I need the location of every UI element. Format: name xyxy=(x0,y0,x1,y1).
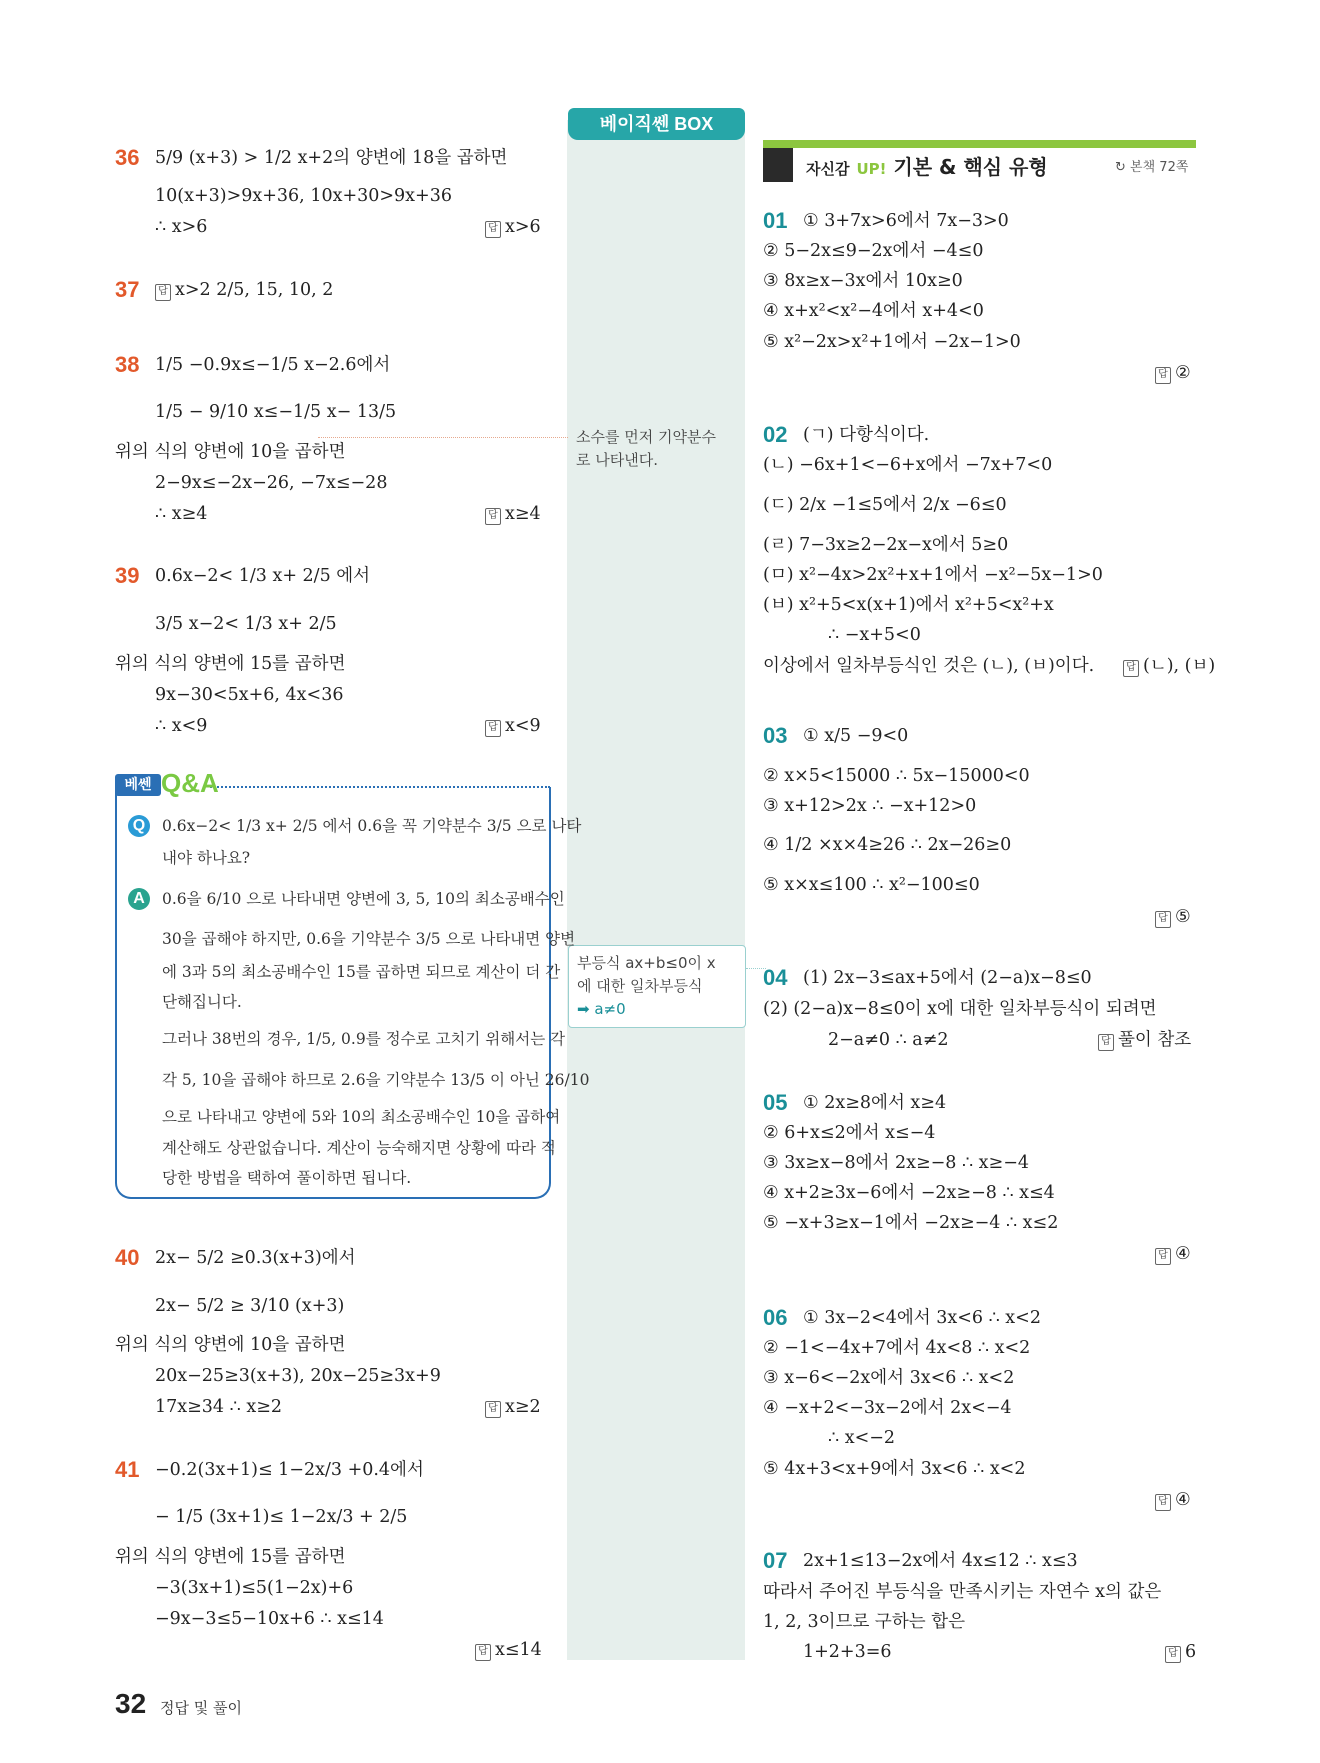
answer-icon: 답 xyxy=(485,720,501,737)
problem-41-line: −9x−3≤5−10x+6 ∴ x≤14 xyxy=(155,1609,384,1629)
qa-tag-label: 베쎈 xyxy=(115,774,161,796)
problem-07-line: 2x+1≤13−2x에서 4x≤12 ∴ x≤3 xyxy=(803,1551,1078,1571)
problem-38-line: 2−9x≤−2x−26, −7x≤−28 xyxy=(155,473,388,493)
header-green-bar xyxy=(763,140,1196,148)
section-prefix: 자신감 xyxy=(806,160,850,178)
side-note-1 xyxy=(568,420,744,478)
problem-06-line: ∴ x<−2 xyxy=(828,1428,896,1448)
problem-01-line: ② 5−2x≤9−2x에서 −4≤0 xyxy=(763,241,984,261)
section-up: UP! xyxy=(856,160,887,178)
answer-icon: 답 xyxy=(485,221,501,238)
problem-02-line: (ㅁ) x²−4x>2x²+x+1에서 −x²−5x−1>0 xyxy=(763,565,1103,585)
problem-05-line: ⑤ −x+3≥x−1에서 −2x≥−4 ∴ x≤2 xyxy=(763,1213,1059,1233)
problem-01-line: ③ 8x≥x−3x에서 10x≥0 xyxy=(763,271,963,291)
problem-04-line: (2) (2−a)x−8≤0이 x에 대한 일차부등식이 되려면 xyxy=(763,999,1157,1019)
problem-02-line: 이상에서 일차부등식인 것은 (ㄴ), (ㅂ)이다. xyxy=(763,656,1095,676)
problem-05-line: ③ 3x≥x−8에서 2x≥−8 ∴ x≥−4 xyxy=(763,1153,1030,1173)
problem-02-number: 02 xyxy=(763,422,788,447)
problem-39-line: 0.6x−2< 1/3 x+ 2/5 에서 xyxy=(155,566,371,586)
problem-41-number: 41 xyxy=(115,1457,140,1482)
problem-07-answer-text: 6 xyxy=(1185,1642,1197,1662)
problem-39-answer-text: x<9 xyxy=(505,716,541,736)
qa-question-line: 내야 하나요? xyxy=(162,849,251,867)
problem-04-answer-text: 풀이 참조 xyxy=(1118,1030,1192,1050)
question-badge-icon: Q xyxy=(128,815,150,837)
answer-icon: 답 xyxy=(485,508,501,525)
problem-04-line: 2−a≠0 ∴ a≠2 xyxy=(828,1030,949,1050)
problem-38-answer-text: x≥4 xyxy=(505,504,541,524)
problem-01-line: ⑤ x²−2x>x²+1에서 −2x−1>0 xyxy=(763,332,1021,352)
problem-39-answer xyxy=(485,714,541,738)
side-note-2-line2: 에 대한 일차부등식 xyxy=(577,977,703,995)
problem-38-number: 38 xyxy=(115,352,140,377)
qa-answer-line: 으로 나타내고 양변에 5와 10의 최소공배수인 10을 곱하여 xyxy=(162,1108,561,1126)
section-title xyxy=(806,151,1048,180)
answer-icon: 답 xyxy=(1155,911,1171,928)
problem-39-line: 9x−30<5x+6, 4x<36 xyxy=(155,685,344,705)
problem-01-number: 01 xyxy=(763,208,788,233)
problem-38-line: 위의 식의 양변에 10을 곱하면 xyxy=(115,442,346,462)
note-connector-1 xyxy=(318,437,568,438)
problem-37-number: 37 xyxy=(115,277,140,302)
problem-06-line: ⑤ 4x+3<x+9에서 3x<6 ∴ x<2 xyxy=(763,1459,1026,1479)
answer-icon: 답 xyxy=(1165,1646,1181,1663)
problem-36-line: 10(x+3)>9x+36, 10x+30>9x+36 xyxy=(155,186,452,206)
answer-icon: 답 xyxy=(155,284,171,301)
problem-07-number: 07 xyxy=(763,1548,788,1573)
textbook-reference-text: 본책 72쪽 xyxy=(1130,160,1189,175)
problem-41-line: − 1/5 (3x+1)≤ 1−2x/3 + 2/5 xyxy=(155,1507,408,1527)
qa-answer-line: 계산해도 상관없습니다. 계산이 능숙해지면 상황에 따라 적 xyxy=(162,1139,556,1157)
problem-37-text: x>2 2/5, 15, 10, 2 xyxy=(175,280,334,300)
problem-01-answer xyxy=(1155,361,1191,385)
qa-answer-line: 그러나 38번의 경우, 1/5, 0.9를 정수로 고치기 위해서는 각 xyxy=(162,1030,566,1048)
problem-03-answer xyxy=(1155,905,1191,929)
answer-icon: 답 xyxy=(485,1401,501,1418)
problem-40-line: 2x− 5/2 ≥0.3(x+3)에서 xyxy=(155,1248,356,1268)
problem-41-answer xyxy=(475,1638,542,1662)
problem-04-number: 04 xyxy=(763,965,788,990)
header-dark-block xyxy=(763,148,793,182)
problem-06-number: 06 xyxy=(763,1305,788,1330)
problem-05-line: ② 6+x≤2에서 x≤−4 xyxy=(763,1123,936,1143)
problem-38-answer xyxy=(485,502,541,526)
answer-icon: 답 xyxy=(1123,660,1139,677)
problem-40-line: 20x−25≥3(x+3), 20x−25≥3x+9 xyxy=(155,1366,441,1386)
problem-38-line: 1/5 − 9/10 x≤−1/5 x− 13/5 xyxy=(155,402,397,422)
problem-02-line: (ㄷ) 2/x −1≤5에서 2/x −6≤0 xyxy=(763,495,1007,515)
answer-badge-icon: A xyxy=(128,888,150,910)
problem-41-answer-text: x≤14 xyxy=(495,1640,542,1660)
problem-02-line: ∴ −x+5<0 xyxy=(828,625,921,645)
qa-question-line: 0.6x−2< 1/3 x+ 2/5 에서 0.6을 꼭 기약분수 3/5 으로 나타 xyxy=(162,817,582,835)
problem-02-answer-text: (ㄴ), (ㅂ) xyxy=(1143,656,1216,676)
problem-02-answer xyxy=(1123,654,1215,678)
problem-03-line: ③ x+12>2x ∴ −x+12>0 xyxy=(763,796,977,816)
problem-37-line xyxy=(155,278,333,302)
problem-05-answer-text: ④ xyxy=(1175,1244,1191,1264)
problem-02-line: (ㄹ) 7−3x≥2−2x−x에서 5≥0 xyxy=(763,535,1009,555)
problem-05-answer xyxy=(1155,1242,1191,1266)
answer-icon: 답 xyxy=(1155,367,1171,384)
section-title-text: 기본 & 핵심 유형 xyxy=(893,155,1048,179)
qa-answer-line: 30을 곱해야 하지만, 0.6을 기약분수 3/5 으로 나타내면 양변 xyxy=(162,930,576,948)
problem-01-line: ④ x+x²<x²−4에서 x+4<0 xyxy=(763,301,984,321)
problem-36-line: 5/9 (x+3) > 1/2 x+2의 양변에 18을 곱하면 xyxy=(155,148,508,168)
problem-06-line: ③ x−6<−2x에서 3x<6 ∴ x<2 xyxy=(763,1368,1015,1388)
problem-36-number: 36 xyxy=(115,145,140,170)
problem-40-line: 위의 식의 양변에 10을 곱하면 xyxy=(115,1335,346,1355)
side-note-1-line1: 소수를 먼저 기약분수 xyxy=(576,428,716,446)
problem-03-number: 03 xyxy=(763,723,788,748)
problem-36-line: ∴ x>6 xyxy=(155,217,208,237)
problem-38-line: 1/5 −0.9x≤−1/5 x−2.6에서 xyxy=(155,355,391,375)
problem-03-line: ② x×5<15000 ∴ 5x−15000<0 xyxy=(763,766,1030,786)
qa-dashed-line xyxy=(210,786,550,788)
qa-answer-line: 당한 방법을 택하여 풀이하면 됩니다. xyxy=(162,1169,412,1187)
problem-03-line: ⑤ x×x≤100 ∴ x²−100≤0 xyxy=(763,875,980,895)
problem-02-line: (ㅂ) x²+5<x(x+1)에서 x²+5<x²+x xyxy=(763,595,1054,615)
basic-box-tab: 베이직쎈 BOX xyxy=(568,108,745,140)
problem-07-line: 따라서 주어진 부등식을 만족시키는 자연수 x의 값은 xyxy=(763,1582,1162,1602)
side-note-2-line3: ➡ a≠0 xyxy=(577,1000,626,1018)
problem-38-line: ∴ x≥4 xyxy=(155,504,208,524)
problem-03-answer-text: ⑤ xyxy=(1175,907,1191,927)
problem-03-line: ① x/5 −9<0 xyxy=(803,726,909,746)
problem-05-line: ④ x+2≥3x−6에서 −2x≥−8 ∴ x≤4 xyxy=(763,1183,1055,1203)
problem-06-line: ④ −x+2<−3x−2에서 2x<−4 xyxy=(763,1398,1012,1418)
problem-02-line: (ㄱ) 다항식이다. xyxy=(803,425,930,445)
problem-01-line: ① 3+7x>6에서 7x−3>0 xyxy=(803,211,1009,231)
problem-05-line: ① 2x≥8에서 x≥4 xyxy=(803,1093,947,1113)
answer-icon: 답 xyxy=(1098,1034,1114,1051)
problem-05-number: 05 xyxy=(763,1090,788,1115)
problem-40-line: 2x− 5/2 ≥ 3/10 (x+3) xyxy=(155,1296,345,1316)
qa-answer-line: 에 3과 5의 최소공배수인 15를 곱하면 되므로 계산이 더 간 xyxy=(162,963,561,981)
problem-41-line: −0.2(3x+1)≤ 1−2x/3 +0.4에서 xyxy=(155,1460,424,1480)
problem-40-answer xyxy=(485,1395,541,1419)
page-number: 32 xyxy=(115,1688,147,1719)
problem-07-answer xyxy=(1165,1640,1196,1664)
problem-06-answer xyxy=(1155,1488,1191,1512)
problem-40-line: 17x≥34 ∴ x≥2 xyxy=(155,1397,282,1417)
page-label: 정답 및 풀이 xyxy=(160,1699,242,1717)
problem-39-line: ∴ x<9 xyxy=(155,716,208,736)
qa-answer-line: 각 5, 10을 곱해야 하므로 2.6을 기약분수 13/5 이 아닌 26/10 xyxy=(162,1071,590,1089)
qa-answer-line: 단해집니다. xyxy=(162,993,242,1011)
answer-icon: 답 xyxy=(1155,1248,1171,1265)
problem-07-line: 1, 2, 3이므로 구하는 합은 xyxy=(763,1612,966,1632)
problem-06-answer-text: ④ xyxy=(1175,1490,1191,1510)
side-note-1-line2: 로 나타낸다. xyxy=(576,451,658,469)
textbook-reference xyxy=(1115,156,1188,175)
answer-icon: 답 xyxy=(475,1644,491,1661)
side-note-2 xyxy=(568,945,746,1028)
qa-answer-line: 0.6을 6/10 으로 나타내면 양변에 3, 5, 10의 최소공배수인 xyxy=(162,890,565,908)
center-column xyxy=(567,120,745,1660)
problem-03-line: ④ 1/2 ×x×4≥26 ∴ 2x−26≥0 xyxy=(763,835,1012,855)
problem-41-line: 위의 식의 양변에 15를 곱하면 xyxy=(115,1547,346,1567)
qa-tag xyxy=(115,768,219,798)
problem-01-answer-text: ② xyxy=(1175,363,1191,383)
problem-36-answer-text: x>6 xyxy=(505,217,541,237)
problem-04-line: (1) 2x−3≤ax+5에서 (2−a)x−8≤0 xyxy=(803,968,1092,988)
problem-36-answer xyxy=(485,215,541,239)
problem-06-line: ① 3x−2<4에서 3x<6 ∴ x<2 xyxy=(803,1308,1041,1328)
problem-06-line: ② −1<−4x+7에서 4x<8 ∴ x<2 xyxy=(763,1338,1031,1358)
refresh-icon: ↻ xyxy=(1115,160,1126,175)
problem-39-number: 39 xyxy=(115,563,140,588)
problem-40-answer-text: x≥2 xyxy=(505,1397,541,1417)
problem-07-line: 1+2+3=6 xyxy=(803,1642,892,1662)
problem-02-line: (ㄴ) −6x+1<−6+x에서 −7x+7<0 xyxy=(763,455,1053,475)
problem-04-answer xyxy=(1098,1028,1191,1052)
answer-icon: 답 xyxy=(1155,1494,1171,1511)
problem-40-number: 40 xyxy=(115,1245,140,1270)
side-note-2-line1: 부등식 ax+b≤0이 x xyxy=(577,954,716,972)
qa-tag-title: Q&A xyxy=(161,768,219,798)
problem-41-line: −3(3x+1)≤5(1−2x)+6 xyxy=(155,1578,354,1598)
problem-39-line: 3/5 x−2< 1/3 x+ 2/5 xyxy=(155,614,337,634)
problem-39-line: 위의 식의 양변에 15를 곱하면 xyxy=(115,654,346,674)
